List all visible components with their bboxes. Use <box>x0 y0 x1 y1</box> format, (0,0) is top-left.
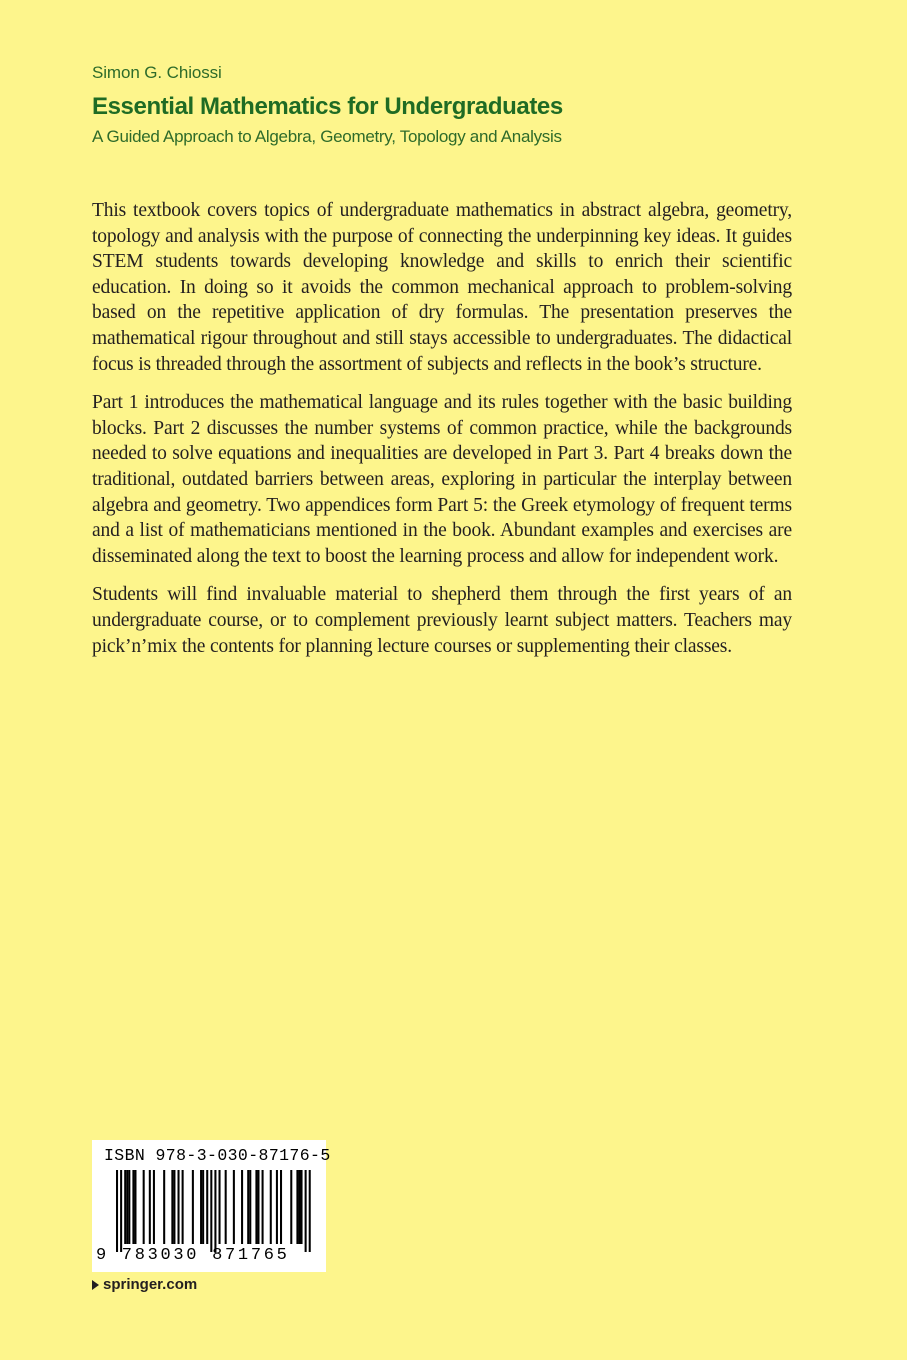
barcode-bar <box>262 1170 264 1244</box>
barcode-bar <box>276 1170 278 1244</box>
barcode-bar <box>298 1170 300 1244</box>
barcode-bar <box>206 1170 208 1244</box>
barcode-bar <box>241 1170 243 1244</box>
barcode-bar <box>296 1170 298 1244</box>
blurb <box>92 198 792 672</box>
barcode-bar <box>255 1170 257 1244</box>
isbn-barcode-box <box>92 1140 331 1272</box>
barcode-bar <box>116 1170 118 1252</box>
barcode-bar <box>132 1170 134 1244</box>
barcode-bar <box>153 1170 155 1244</box>
barcode-bar <box>163 1170 165 1244</box>
barcode-bar <box>149 1170 151 1244</box>
barcode-bar <box>249 1170 251 1244</box>
barcode-bar <box>301 1170 303 1244</box>
barcode-bar <box>126 1170 128 1244</box>
barcode-bar <box>178 1170 180 1244</box>
barcode-bar <box>143 1170 145 1244</box>
barcode-bar <box>309 1170 311 1252</box>
barcode-bar <box>124 1170 126 1244</box>
author-name: Simon G. Chiossi <box>92 63 222 82</box>
barcode-bar <box>214 1170 216 1252</box>
barcode-bar <box>225 1170 227 1244</box>
barcode-bar <box>233 1170 235 1244</box>
barcode-bar <box>247 1170 249 1244</box>
triangle-right-icon <box>92 1280 99 1290</box>
barcode-bar <box>128 1170 130 1244</box>
publisher-link[interactable] <box>92 1276 197 1293</box>
barcode-bar <box>257 1170 259 1244</box>
barcode-bar <box>200 1170 202 1244</box>
barcode-bar <box>192 1170 194 1244</box>
barcode-bar <box>173 1170 175 1244</box>
barcode-bar <box>305 1170 307 1252</box>
barcode-bar <box>171 1170 173 1244</box>
barcode-bar <box>219 1170 221 1244</box>
barcode-bar <box>280 1170 282 1244</box>
barcode-bar <box>134 1170 136 1244</box>
barcode-bar <box>270 1170 272 1244</box>
book-subtitle: A Guided Approach to Algebra, Geometry, Topology and Analysis <box>92 127 562 146</box>
barcode-bar <box>210 1170 212 1252</box>
blurb-paragraph-1: This textbook covers topics of undergraduate mathematics in abstract algebra, geometry, topology and analysis with the purpose of connecting the underpinning key ideas. It guides STEM students towards developing knowledge and skills to enrich their scientific education. In doing so it avoids the common mechanical approach to problem-solving based on the repetitive application of dry formulas. The presentation preserves the mathematical rigour throughout and still stays accessible to undergraduates. The didactical focus is threaded through the assortment of subjects and reflects in the book’s structure. <box>92 200 792 375</box>
barcode-bar <box>290 1170 292 1244</box>
barcode-bar <box>202 1170 204 1244</box>
blurb-paragraph-2: Part 1 introduces the mathematical language and its rules together with the basic building blocks. Part 2 discusses the number systems of common practice, while the backgrounds needed to solve equations and inequalities are developed in Part 3. Part 4 breaks down the traditional, outdated barriers between areas, exploring in particular the interplay between algebra and geometry. Two appendices form Part 5: the Greek etymology of frequent terms and a list of mathematicians mentioned in the book. Abundant examples and exercises are disseminated along the text to boost the learning process and allow for independent work. <box>92 392 792 567</box>
ean-digits: 9 783030 871765 <box>96 1246 290 1265</box>
blurb-paragraph-3: Students will find invaluable material to shepherd them through the first years of an undergraduate course, or to complement previously learnt subject matters. Teachers may pick’n’mix the contents for planning lecture courses or supplementing their classes. <box>92 584 792 657</box>
barcode-bar <box>120 1170 122 1252</box>
isbn-label: ISBN 978-3-030-87176-5 <box>104 1146 331 1165</box>
barcode-bar <box>182 1170 184 1244</box>
publisher-url: springer.com <box>103 1276 198 1293</box>
book-title: Essential Mathematics for Undergraduates <box>92 93 563 120</box>
